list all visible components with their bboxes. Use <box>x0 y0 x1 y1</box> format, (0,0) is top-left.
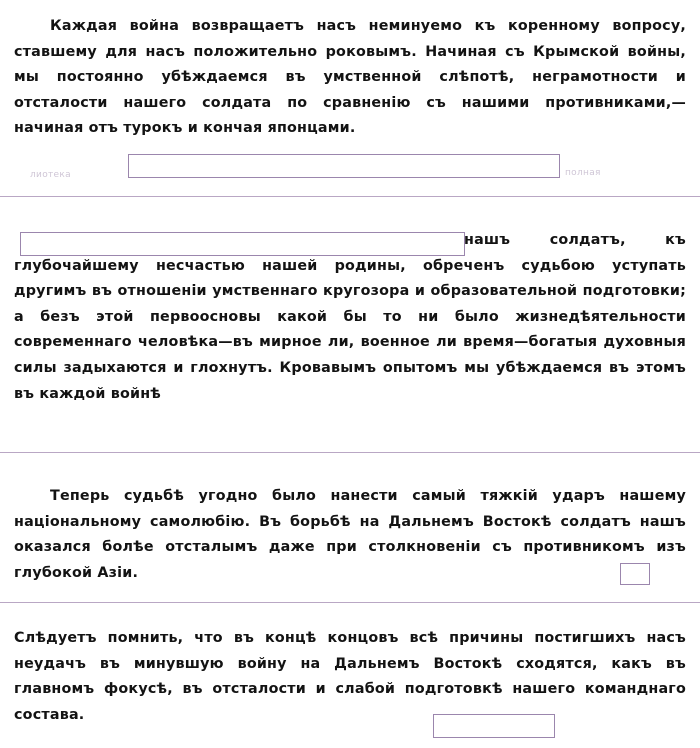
paragraph-1 <box>14 14 686 142</box>
faint-mark-right: полная <box>565 168 601 178</box>
paragraph-1-text: Каждая война возвращаетъ насъ неминуемо къ коренному вопросу, ставшему для насъ положительно роковымъ. Начиная съ Крымской войны, мы постоянно убѣждаемся въ умственной слѣпотѣ, неграмотности и отсталости нашего солдата по сравненію съ нашими противниками,— начиная отъ турокъ и кончая японцами. <box>14 18 686 137</box>
text-block-3 <box>0 484 700 586</box>
paragraph-2-text: нашъ солдатъ, къ глубочайшему несчастью нашей родины, обреченъ судьбою уступать другимъ въ отношеніи умственнаго кругозора и образовательной подготовки; а безъ этой первоосновы какой бы то ни было жизнедѣятельности современнаго человѣка—въ мирное ли, военное ли время—богатыя духовныя силы задыхаются и глохнутъ. Кровавымъ опытомъ мы убѣждаемся въ этомъ въ каждой войнѣ <box>14 232 686 402</box>
text-block-2 <box>0 228 700 407</box>
selection-box-1[interactable] <box>128 154 560 178</box>
block-divider-2 <box>0 452 700 453</box>
paragraph-3-text: Теперь судьбѣ угодно было нанести самый тяжкій ударъ нашему національному самолюбію. Въ борьбѣ на Дальнемъ Востокѣ солдатъ нашъ оказался болѣе отсталымъ даже при столкновеніи съ противникомъ изъ глубокой Азіи. <box>14 488 686 581</box>
paragraph-4-text: Слѣдуетъ помнить, что въ концѣ концовъ всѣ причины постигшихъ насъ неудачъ въ минувшую войну на Дальнемъ Востокѣ сходятся, какъ въ главномъ фокусѣ, въ отсталости и слабой подготовкѣ нашего команднаго состава. <box>14 630 686 723</box>
paragraph-2 <box>14 228 686 407</box>
paragraph-3 <box>14 484 686 586</box>
faint-mark-left: лиотека <box>30 170 71 180</box>
block-divider-3 <box>0 602 700 603</box>
text-block-4 <box>0 626 700 728</box>
text-block-1 <box>0 14 700 142</box>
block-divider-1 <box>0 196 700 197</box>
paragraph-4 <box>14 626 686 728</box>
